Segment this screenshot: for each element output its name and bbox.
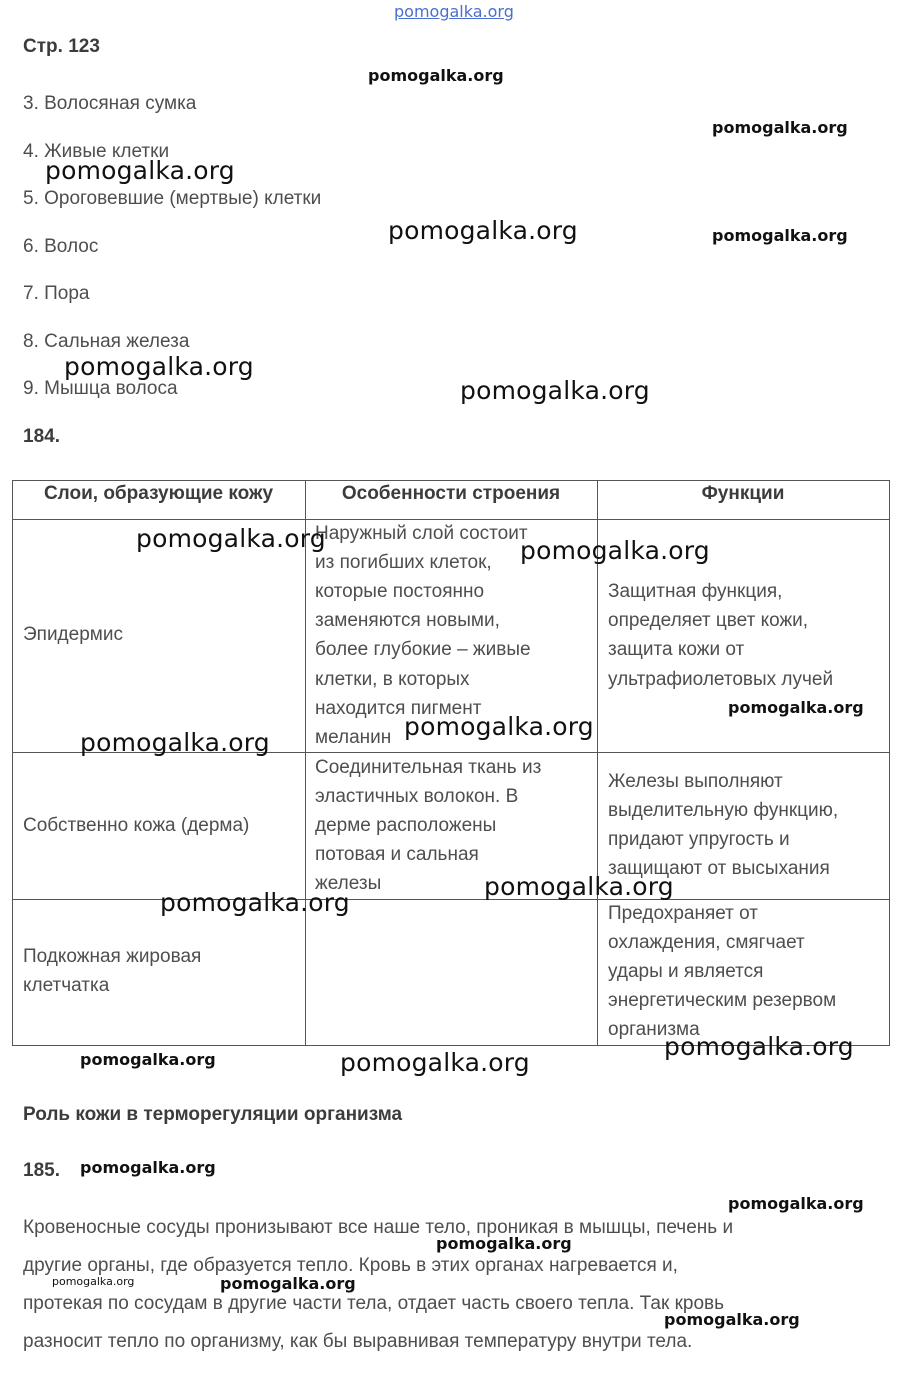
table-border (12, 480, 13, 1046)
table-header: Функции (701, 483, 785, 504)
list-item: 7. Пора (23, 283, 90, 304)
list-item: 4. Живые клетки (23, 141, 170, 162)
table-cell-structure: которые постоянно (315, 581, 485, 602)
table-cell-structure: более глубокие – живые (315, 639, 531, 660)
table-cell-structure: железы (315, 873, 382, 894)
watermark: pomogalka.org (220, 1274, 356, 1293)
paragraph-line: другие органы, где образуется тепло. Кровь в этих органах нагревается и, (23, 1255, 678, 1276)
table-cell-structure: потовая и сальная (315, 844, 479, 865)
list-item: 6. Волос (23, 236, 99, 257)
top-site-link[interactable]: pomogalka.org (394, 2, 514, 21)
table-cell-layer: клетчатка (23, 975, 110, 996)
table-cell-function: защищают от высыхания (608, 858, 830, 879)
table-cell-function: охлаждения, смягчает (608, 932, 805, 953)
task-number-184: 184. (23, 426, 60, 447)
section-title: Роль кожи в терморегуляции организма (23, 1104, 403, 1125)
list-item: 5. Ороговевшие (мертвые) клетки (23, 188, 322, 209)
paragraph-line: Кровеносные сосуды пронизывают все наше тело, проникая в мышцы, печень и (23, 1217, 734, 1238)
skin-layers-table (12, 480, 890, 1046)
watermark: pomogalka.org (136, 524, 326, 553)
table-cell-structure: меланин (315, 727, 392, 748)
watermark: pomogalka.org (712, 226, 848, 245)
table-border (305, 480, 306, 1046)
table-cell-structure: Соединительная ткань из (315, 757, 542, 778)
table-cell-structure: заменяются новыми, (315, 610, 500, 631)
table-header: Слои, образующие кожу (43, 483, 274, 504)
page-heading: Стр. 123 (23, 36, 100, 57)
watermark: pomogalka.org (484, 872, 674, 901)
watermark: pomogalka.org (728, 698, 864, 717)
table-cell-structure: находится пигмент (315, 698, 482, 719)
watermark: pomogalka.org (80, 1050, 216, 1069)
task-number-185: 185. (23, 1160, 60, 1181)
watermark: pomogalka.org (460, 376, 650, 405)
table-cell-function: определяет цвет кожи, (608, 610, 809, 631)
paragraph-line: протекая по сосудам в другие части тела, отдает часть своего тепла. Так кровь (23, 1293, 725, 1314)
watermark: pomogalka.org (340, 1048, 530, 1077)
watermark: pomogalka.org (728, 1194, 864, 1213)
table-cell-function: защита кожи от (608, 639, 745, 660)
paragraph-line: разносит тепло по организму, как бы выравнивая температуру внутри тела. (23, 1331, 693, 1352)
table-cell-structure: эластичных волокон. В (315, 786, 519, 807)
table-cell-function: ультрафиолетовых лучей (608, 669, 834, 690)
table-cell-layer: Подкожная жировая (23, 946, 202, 967)
list-item: 9. Мышца волоса (23, 378, 178, 399)
table-cell-function: Защитная функция, (608, 581, 783, 602)
table-cell-structure: клетки, в которых (315, 669, 470, 690)
table-cell-function: энергетическим резервом (608, 990, 837, 1011)
table-cell-function: Железы выполняют (608, 771, 783, 792)
list-item: 8. Сальная железа (23, 331, 190, 352)
watermark: pomogalka.org (712, 118, 848, 137)
table-cell-function: придают упругость и (608, 829, 790, 850)
watermark: pomogalka.org (64, 352, 254, 381)
table-cell-function: организма (608, 1019, 700, 1040)
watermark: pomogalka.org (160, 888, 350, 917)
table-border (889, 480, 890, 1046)
table-cell-function: выделительную функцию, (608, 800, 839, 821)
table-cell-function: Предохраняет от (608, 903, 758, 924)
table-cell-layer: Собственно кожа (дерма) (23, 815, 250, 836)
watermark: pomogalka.org (45, 156, 235, 185)
watermark: pomogalka.org (664, 1032, 854, 1061)
watermark: pomogalka.org (436, 1234, 572, 1253)
watermark: pomogalka.org (664, 1310, 800, 1329)
table-border (12, 899, 890, 900)
watermark: pomogalka.org (80, 728, 270, 757)
watermark: pomogalka.org (404, 712, 594, 741)
watermark: pomogalka.org (80, 1158, 216, 1177)
watermark: pomogalka.org (52, 1275, 135, 1288)
table-cell-structure: дерме расположены (315, 815, 497, 836)
table-cell-function: удары и является (608, 961, 764, 982)
list-item: 3. Волосяная сумка (23, 93, 197, 114)
table-border (12, 480, 890, 481)
watermark: pomogalka.org (388, 216, 578, 245)
watermark: pomogalka.org (520, 536, 710, 565)
watermark: pomogalka.org (368, 66, 504, 85)
table-cell-structure: из погибших клеток, (315, 552, 492, 573)
table-cell-layer: Эпидермис (23, 624, 123, 645)
table-header: Особенности строения (341, 483, 561, 504)
table-cell-structure: Наружный слой состоит (315, 523, 528, 544)
